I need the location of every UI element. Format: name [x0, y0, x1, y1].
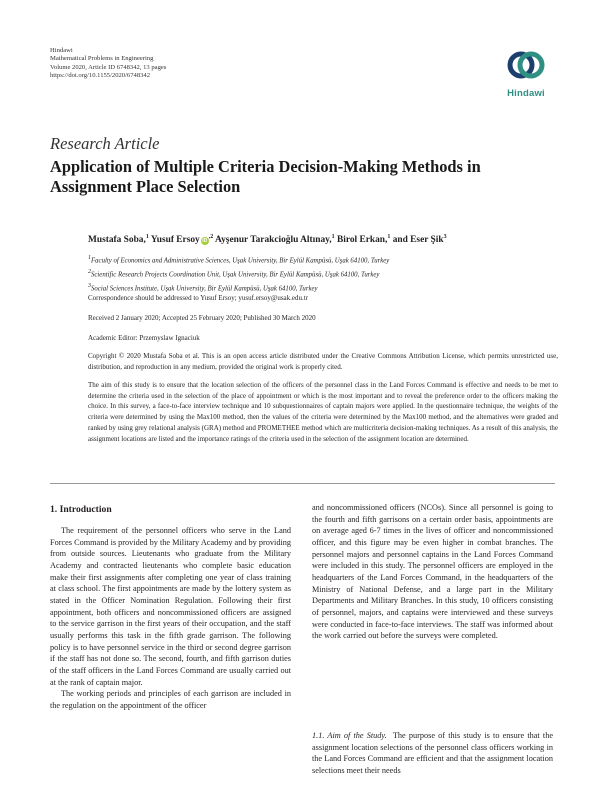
author-name[interactable]: Mustafa Soba, [88, 235, 146, 246]
volume-line: Volume 2020, Article ID 6748342, 13 pages [50, 63, 167, 71]
subsection-text: The purpose of this study is to ensure that the assignment location selections of the personnel class officers working in the Land Forces Command are efficient and that the assignment location selections meet their needs [312, 731, 553, 775]
logo-wordmark: Hindawi [507, 88, 545, 99]
left-column [50, 525, 291, 712]
author-list [88, 231, 558, 246]
hindawi-logo[interactable] [497, 48, 555, 99]
author-name[interactable]: Ayşenur Tarakcioğlu Altınay, [215, 235, 332, 246]
author-name[interactable]: and Eser Şik [392, 235, 444, 246]
author-affil-sup: 1 [387, 234, 391, 240]
dates-line: Received 2 January 2020; Accepted 25 February 2020; Published 30 March 2020 [88, 314, 316, 322]
doi-link[interactable]: https://doi.org/10.1155/2020/6748342 [50, 72, 151, 80]
body-paragraph: and noncommissioned officers (NCOs). Since all personnel is going to the fourth and fifth garrisons on a certain order basis, appointments are on average aged 6-7 times in the lives of officer and noncommissioned officer, and this figure may be even higher in combat branches. The personnel majors and personnel captains in the Land Forces Command were included in this study. The personnel officers are employed in the headquarters of the Land Forces Command, in the headquarters of the Ministry of National Defense, and a large part in the Military Departments and Military Branches. In this study, 10 officers consisting of personnel, majors, and captains were interviewed and these surveys were conducted in face-to-face interviews. The staff was informed about the work carried out before the surveys were completed. [312, 503, 553, 641]
orcid-icon[interactable]: iD [202, 238, 208, 245]
section-heading-introduction: 1. Introduction [50, 504, 112, 515]
author-affil-sup: 3 [443, 234, 447, 240]
publisher-name: Hindawi [50, 47, 73, 54]
affiliation-line [88, 267, 558, 281]
affiliation-line [88, 281, 558, 295]
affil-text: Faculty of Economics and Administrative Sciences, Uşak University, Bir Eylül Kampüsü, Uşak 64100, Turkey [91, 257, 390, 265]
journal-name: Mathematical Problems in Engineering [50, 55, 154, 63]
author-affil-sup: ,2 [208, 234, 214, 240]
subsection-heading: 1.1. Aim of the Study. [312, 731, 387, 740]
article-title: Application of Multiple Criteria Decision-Making Methods in Assignment Place Selection [50, 157, 481, 196]
article-type: Research Article [50, 134, 160, 153]
hindawi-logo-icon [506, 48, 546, 82]
correspondence-line: Correspondence should be addressed to Yusuf Ersoy; yusuf.ersoy@usak.edu.tr [88, 294, 309, 302]
affil-sup: 2 [88, 268, 91, 275]
affil-text: Social Sciences Institute, Uşak University, Bir Eylül Kampüsü, Uşak 64100, Turkey [91, 284, 318, 292]
subsection-block [312, 730, 553, 777]
editor-line: Academic Editor: Przemyslaw Ignaciuk [88, 334, 200, 342]
affiliation-line [88, 253, 558, 267]
affil-text: Scientific Research Projects Coordination Unit, Uşak University, Bir Eylül Kampüsü, Uşak 64100, Turkey [91, 271, 380, 279]
affiliations [88, 253, 558, 295]
author-affil-sup: 1 [145, 234, 149, 240]
body-paragraph: The working periods and principles of each garrison are included in the regulation on the appointment of the officer [50, 689, 291, 710]
abstract-text: The aim of this study is to ensure that the location selection of the officers of the personnel class in the Land Forces Command is effective and needs to be met to determine the criteria used in the selection of the place of appointment or which is the most important and to reveal the preference order to the officers making the choice. In this survey, a face-to-face interview technique and 10 subquestionnaires of captain majors were applied. In the questionnaire technique, the weights of the criteria were determined by using the Max100 method, then the values of the criteria were determined by the Max100 method, and the alternatives were graded and ranked by using grey relational analysis (GRA) method and PROMETHEE method which are multicriteria decision-making techniques. As a result of this analysis, the assignment locations are listed and the importance ratings of the criteria used in the selection of the assignment location are determined. [88, 381, 558, 443]
affil-sup: 3 [88, 282, 91, 289]
author-name[interactable]: Yusuf Ersoy [150, 235, 200, 246]
copyright-notice: Copyright © 2020 Mustafa Soba et al. This is an open access article distributed under the Creative Commons Attribution License, which permits unrestricted use, distribution, and reproduction in any medium, provided the original work is properly cited. [88, 352, 558, 371]
section-divider [50, 483, 555, 484]
journal-info [50, 47, 166, 81]
body-paragraph: The requirement of the personnel officers who serve in the Land Forces Command is provided by the Military Academy and by providing from outside sources. Lieutenants who graduate from the Military Academy and contracted lieutenants who complete basic education make their first assignments after completing one year of class training at class school. The first appointments are made by the lottery system as stated in the Officer Nomination Regulation. Following their first appointment, both officers and noncommissioned officers are assigned to the service garrison in the first years of their occupation, and the staff usually performs this task in the fifth grade garrison. The following policy is to have personnel service in the third or second degree garrison if the staff has not done so. The second, fourth, and fifth garrison duties of the staff officers in the Land Forces Command are usually carried out at the rank of captain major. [50, 526, 291, 687]
author-name[interactable]: Birol Erkan, [337, 235, 388, 246]
affil-sup: 1 [88, 255, 91, 261]
subsection-paragraph [312, 730, 553, 777]
right-column [312, 502, 553, 642]
author-affil-sup: 1 [331, 234, 335, 240]
